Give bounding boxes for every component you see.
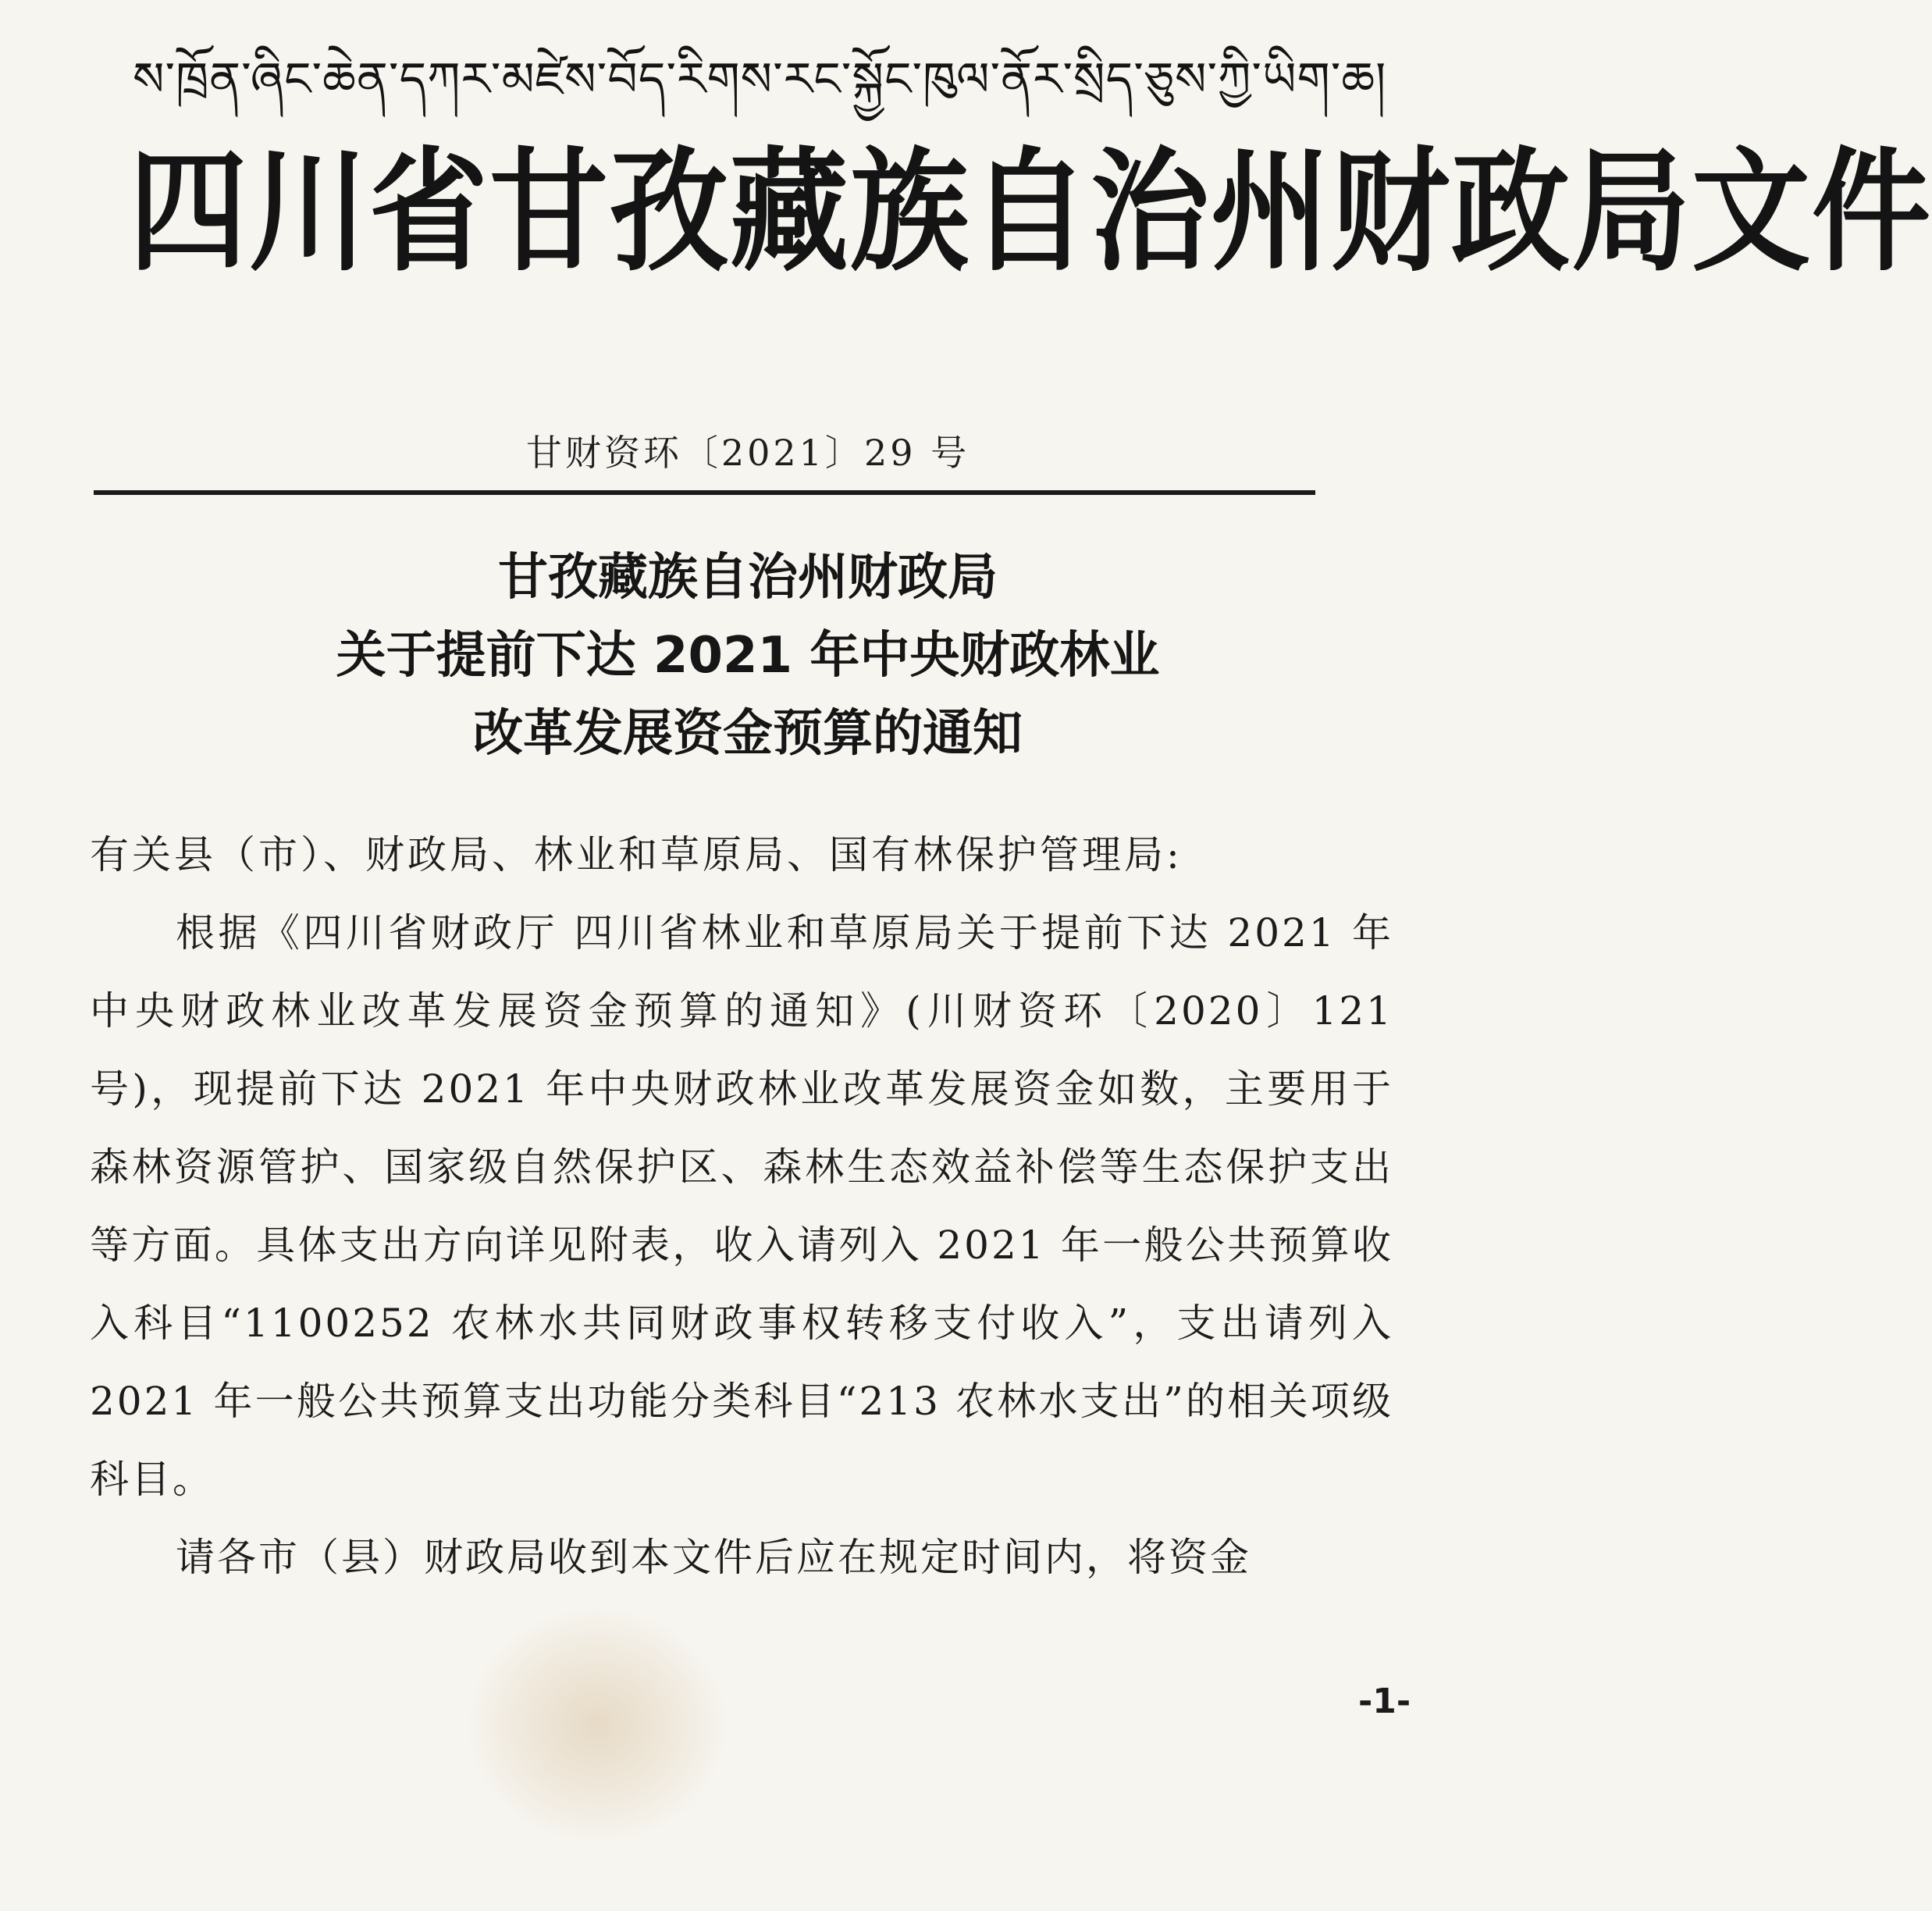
title-line-2: 关于提前下达 2021 年中央财政林业 (336, 627, 1160, 685)
document-number: 甘财资环〔2021〕29 号 (525, 432, 970, 474)
tibetan-header: ས་ཁྲོན་ཞིང་ཆེན་དཀར་མཛེས་བོད་རིགས་རང་སྐྱོང་ཁུལ་ནོར་སྲིད་ཅུས་ཀྱི་ཡིག་ཆ། (133, 52, 1387, 107)
paper-stain (468, 1608, 726, 1842)
header-divider (94, 490, 1315, 495)
issuer-banner: 四川省甘孜藏族自治州财政局文件 (129, 134, 1932, 290)
document-body (90, 816, 1393, 1596)
body-paragraph-2: 请各市（县）财政局收到本文件后应在规定时间内，将资金 (176, 1535, 1251, 1580)
document-title (0, 539, 1496, 773)
title-line-1: 甘孜藏族自治州财政局 (498, 549, 998, 607)
title-line-3: 改革发展资金预算的通知 (473, 705, 1023, 763)
page-number: -1- (1358, 1681, 1411, 1721)
addressee: 有关县（市）、财政局、林业和草原局、国有林保护管理局: (90, 832, 1183, 877)
body-paragraph-1: 根据《四川省财政厅 四川省林业和草原局关于提前下达 2021 年中央财政林业改革发展资金预算的通知》(川财资环〔2020〕121 号)，现提前下达 2021 年中央财政林业改革发展资金如数，主要用于森林资源管护、国家级自然保护区、森林生态效益补偿等生态保护支出等方面。具体支出方向详见附表，收入请列入 2021 年一般公共预算收入科目“1100252 农林水共同财政事权转移支付收入”，支出请列入 2021 年一般公共预算支出功能分类科目“213 农林水支出”的相关项级科目。 (90, 910, 1393, 1502)
